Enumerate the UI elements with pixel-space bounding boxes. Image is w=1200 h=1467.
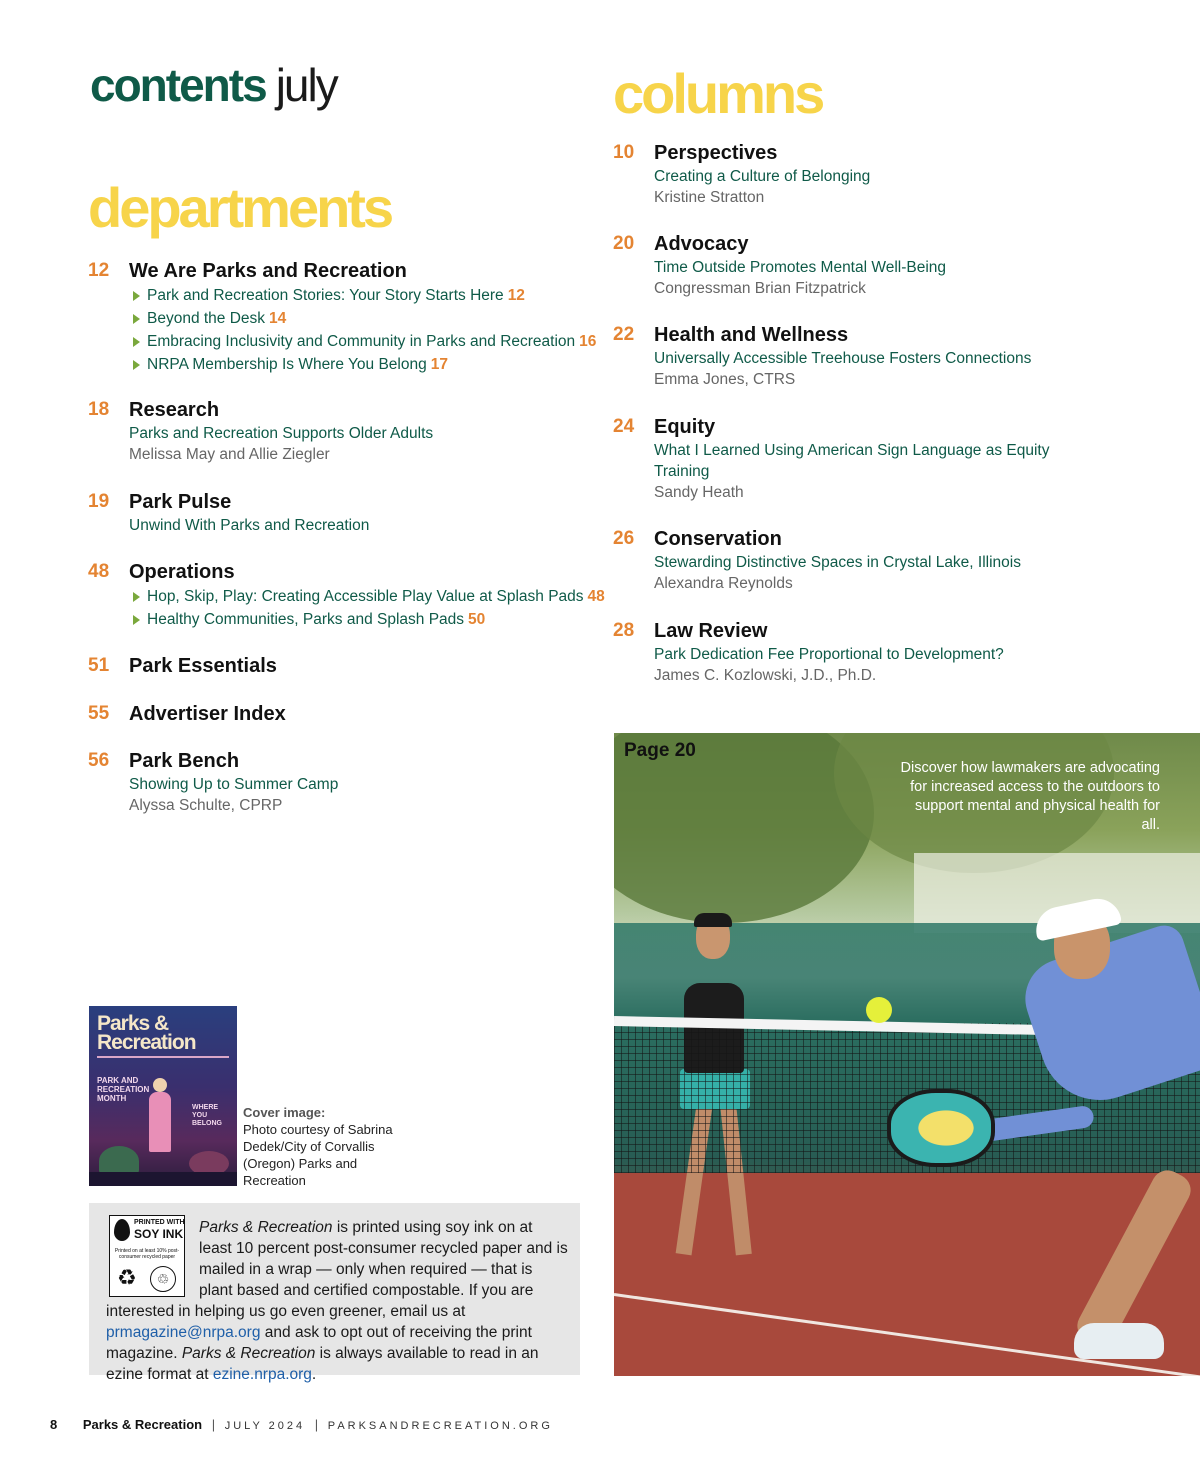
entry-title: Perspectives bbox=[654, 142, 778, 164]
entry-author: James C. Kozlowski, J.D., Ph.D. bbox=[654, 667, 877, 684]
triangle-bullet-icon bbox=[133, 360, 140, 370]
cover-figure-body bbox=[149, 1092, 171, 1152]
entry-title: Park Essentials bbox=[129, 655, 277, 677]
contents-word: contents bbox=[90, 59, 266, 111]
footer-site[interactable]: PARKSANDRECREATION.ORG bbox=[327, 1420, 553, 1432]
departments-heading: departments bbox=[88, 176, 392, 239]
entry-page-number: 55 bbox=[88, 703, 110, 724]
toc-sub-item[interactable]: Healthy Communities, Parks and Splash Pads 50 bbox=[129, 608, 589, 631]
entry-title: Health and Wellness bbox=[654, 324, 849, 346]
cover-logo: Parks & Recreation bbox=[97, 1012, 196, 1054]
toc-sub-item[interactable]: Embracing Inclusivity and Community in Parks and Recreation 16 bbox=[129, 330, 589, 353]
recycle-icon: ♻ bbox=[117, 1265, 137, 1290]
page-footer: 8 Parks & Recreation | JULY 2024 | PARKSANDRECREATION.ORG bbox=[50, 1417, 553, 1432]
cover-caption-label: Cover image: bbox=[243, 1105, 326, 1120]
toc-sub-item[interactable]: NRPA Membership Is Where You Belong 17 bbox=[129, 353, 589, 376]
soy-ink-logo: PRINTED WITH SOY INK Printed on at least 10% post-consumer recycled paper ♻ ♲ bbox=[109, 1215, 185, 1297]
footer-issue: JULY 2024 bbox=[224, 1420, 306, 1432]
cover-left-text: PARK AND RECREATION MONTH bbox=[97, 1076, 150, 1103]
entry-author: Sandy Heath bbox=[654, 484, 744, 501]
entry-page-number: 51 bbox=[88, 655, 110, 676]
photo-caption: Discover how lawmakers are advocating for increased access to the outdoors to support mental and physical health for all. bbox=[900, 760, 1160, 833]
cover-caption bbox=[243, 1104, 403, 1189]
email-link[interactable]: prmagazine@nrpa.org bbox=[106, 1324, 261, 1341]
entry-author: Congressman Brian Fitzpatrick bbox=[654, 280, 866, 297]
entry-page-number: 12 bbox=[88, 260, 110, 281]
entry-subtitle: Showing Up to Summer Camp bbox=[129, 776, 339, 793]
toc-sub-item[interactable]: Hop, Skip, Play: Creating Accessible Play Value at Splash Pads 48 bbox=[129, 585, 589, 608]
entry-author: Alexandra Reynolds bbox=[654, 575, 793, 592]
entry-page-number: 19 bbox=[88, 491, 110, 512]
entry-page-number: 18 bbox=[88, 399, 110, 420]
entry-title: Conservation bbox=[654, 528, 782, 550]
entry-subtitle: Stewarding Distinctive Spaces in Crystal Lake, Illinois bbox=[654, 554, 1021, 571]
triangle-bullet-icon bbox=[133, 291, 140, 301]
entry-title: We Are Parks and Recreation bbox=[129, 260, 407, 282]
entry-title: Park Pulse bbox=[129, 491, 232, 513]
triangle-bullet-icon bbox=[133, 314, 140, 324]
entry-author: Melissa May and Allie Ziegler bbox=[129, 446, 330, 463]
entry-author: Alyssa Schulte, CPRP bbox=[129, 797, 283, 814]
entry-title: Equity bbox=[654, 416, 716, 438]
entry-page-number: 56 bbox=[88, 750, 110, 771]
entry-title: Research bbox=[129, 399, 220, 421]
entry-page-number: 28 bbox=[613, 620, 635, 641]
photo-page-label: Page 20 bbox=[624, 740, 696, 761]
entry-subtitle: Time Outside Promotes Mental Well-Being bbox=[654, 259, 947, 276]
footer-page-number: 8 bbox=[50, 1417, 58, 1432]
entry-page-number: 26 bbox=[613, 528, 635, 549]
recycled-paper-icon: ♲ bbox=[150, 1266, 176, 1292]
entry-subtitle: Park Dedication Fee Proportional to Development? bbox=[654, 646, 1004, 663]
entry-title: Advertiser Index bbox=[129, 703, 286, 725]
entry-title: Operations bbox=[129, 561, 235, 583]
cover-stage bbox=[89, 1172, 237, 1186]
cover-caption-text: Photo courtesy of Sabrina Dedek/City of Corvallis (Oregon) Parks and Recreation bbox=[243, 1122, 393, 1188]
cover-figure-head bbox=[153, 1078, 167, 1092]
triangle-bullet-icon bbox=[133, 337, 140, 347]
entry-title: Park Bench bbox=[129, 750, 240, 772]
entry-title: Advocacy bbox=[654, 233, 749, 255]
entry-author: Kristine Stratton bbox=[654, 189, 765, 206]
entry-sublist bbox=[129, 585, 605, 631]
toc-sub-item[interactable]: Park and Recreation Stories: Your Story Starts Here 12 bbox=[129, 284, 589, 307]
pickleball-paddle bbox=[887, 1089, 995, 1167]
cover-right-text: WHERE YOU BELONG bbox=[192, 1104, 222, 1127]
entry-sublist bbox=[129, 284, 597, 376]
ezine-link[interactable]: ezine.nrpa.org bbox=[212, 1366, 312, 1383]
entry-page-number: 48 bbox=[88, 561, 110, 582]
triangle-bullet-icon bbox=[133, 615, 140, 625]
entry-subtitle: Creating a Culture of Belonging bbox=[654, 168, 871, 185]
entry-subtitle: Universally Accessible Treehouse Fosters Connections bbox=[654, 350, 1032, 367]
entry-subtitle: Parks and Recreation Supports Older Adults bbox=[129, 425, 434, 442]
triangle-bullet-icon bbox=[133, 592, 140, 602]
soy-ink-notice bbox=[89, 1203, 580, 1383]
pickleball-ball bbox=[866, 997, 892, 1023]
entry-page-number: 10 bbox=[613, 142, 635, 163]
footer-magazine: Parks & Recreation bbox=[82, 1417, 203, 1432]
entry-author: Emma Jones, CTRS bbox=[654, 371, 796, 388]
columns-heading: columns bbox=[613, 62, 823, 125]
entry-subtitle: Unwind With Parks and Recreation bbox=[129, 517, 370, 534]
entry-page-number: 24 bbox=[613, 416, 635, 437]
month-word: july bbox=[275, 59, 337, 111]
soy-ink-text: Parks & Recreation is printed using soy ink on at least 10 percent post-consumer recycled paper and is mailed in a wrap — only when required — that is plant based and certified compostable. If you are interested in helping us go even greener, email us at prmagazine@nrpa.org and ask to opt out of receiving the print magazine. Parks & Recreation is always available to read in an ezine format at ezine.nrpa.org. bbox=[106, 1219, 568, 1383]
entry-page-number: 20 bbox=[613, 233, 635, 254]
entry-title: Law Review bbox=[654, 620, 768, 642]
toc-sub-item[interactable]: Beyond the Desk 14 bbox=[129, 307, 589, 330]
cover-divider bbox=[97, 1056, 229, 1058]
cover-thumbnail[interactable] bbox=[89, 1006, 237, 1186]
contents-heading bbox=[90, 59, 337, 111]
entry-subtitle: What I Learned Using American Sign Language as Equity Training bbox=[654, 442, 1050, 480]
entry-page-number: 22 bbox=[613, 324, 635, 345]
